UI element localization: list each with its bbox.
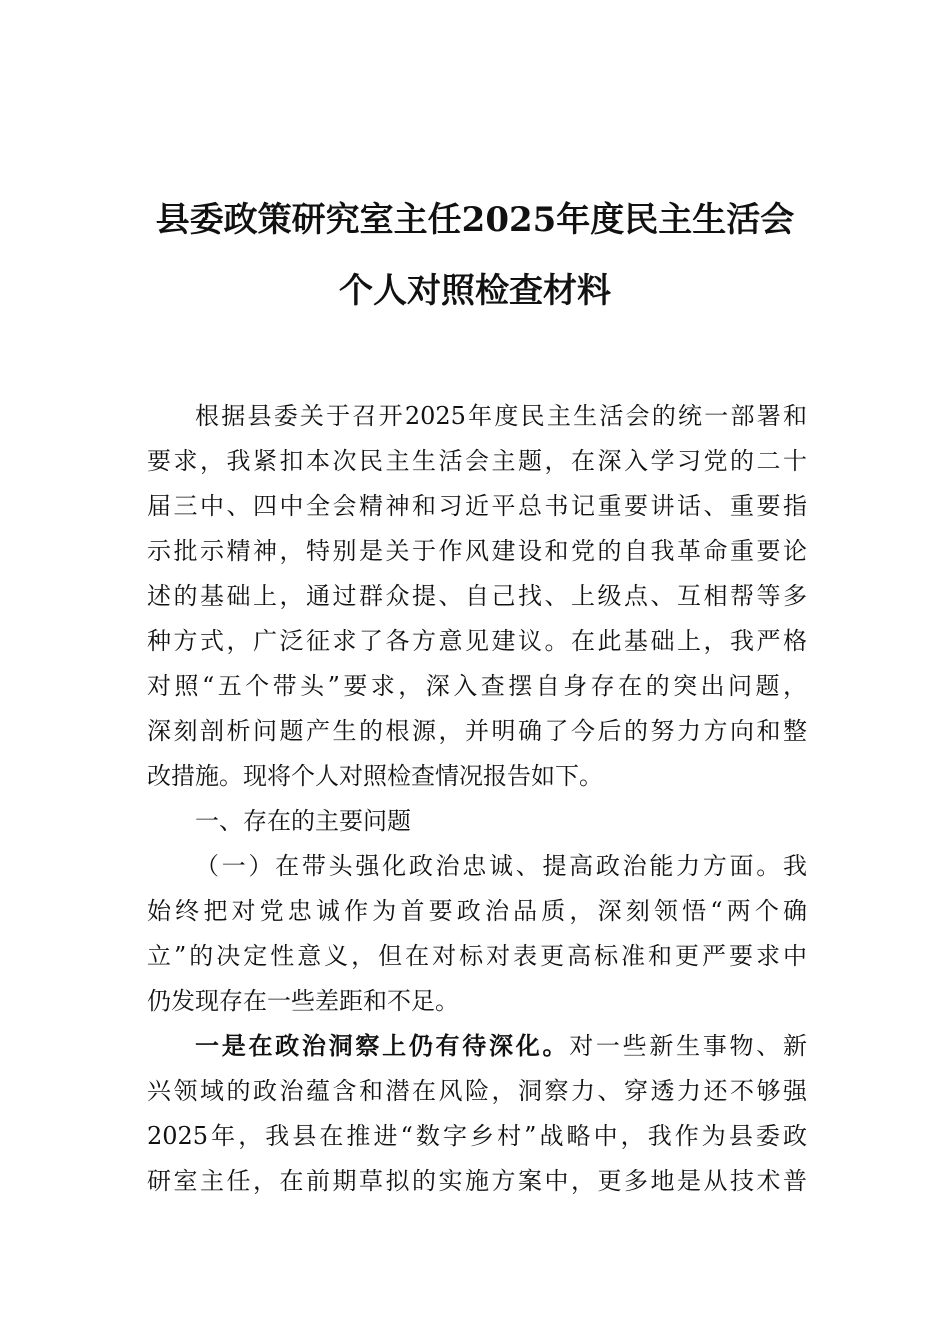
paragraph-line: 研室主任，在前期草拟的实施方案中，更多地是从技术普 (147, 1167, 807, 1195)
document-title-line-2: 个人对照检查材料 (339, 271, 611, 311)
paragraph-line: 要求，我紧扣本次民主生活会主题，在深入学习党的二十 (147, 447, 807, 475)
paragraph-line: 根据县委关于召开2025年度民主生活会的统一部署和 (195, 402, 807, 430)
point-text: 对一些新生事物、新 (569, 1032, 808, 1060)
paragraph-line: 述的基础上，通过群众提、自己找、上级点、互相帮等多 (147, 582, 807, 610)
subsection-text: 我 (783, 852, 807, 880)
paragraph-line: 2025年，我县在推进“数字乡村”战略中，我作为县委政 (147, 1122, 807, 1150)
paragraph-line: 仍发现存在一些差距和不足。 (147, 987, 459, 1015)
paragraph-line: 深刻剖析问题产生的根源，并明确了今后的努力方向和整 (147, 717, 807, 745)
paragraph-line: 始终把对党忠诚作为首要政治品质，深刻领悟“两个确 (147, 897, 807, 925)
document-title-line-1: 县委政策研究室主任2025年度民主生活会 (155, 200, 795, 240)
paragraph-line: 示批示精神，特别是关于作风建设和党的自我革命重要论 (147, 537, 807, 565)
section-heading: 一、存在的主要问题 (195, 807, 411, 835)
point-heading: 一是在政治洞察上仍有待深化。 (195, 1032, 570, 1060)
paragraph-line: 改措施。现将个人对照检查情况报告如下。 (147, 762, 603, 790)
point-first-line (147, 1028, 807, 1064)
paragraph-line: 立”的决定性意义，但在对标对表更高标准和更严要求中 (147, 942, 807, 970)
paragraph-line: 种方式，广泛征求了各方意见建议。在此基础上，我严格 (147, 627, 807, 655)
subsection-heading: （一）在带头强化政治忠诚、提高政治能力方面。 (195, 852, 783, 880)
paragraph-line: 兴领域的政治蕴含和潜在风险，洞察力、穿透力还不够强 (147, 1077, 807, 1105)
paragraph-line: 届三中、四中全会精神和习近平总书记重要讲话、重要指 (147, 492, 807, 520)
subsection-first-line (147, 848, 807, 884)
paragraph-line: 对照“五个带头”要求，深入查摆自身存在的突出问题， (147, 672, 807, 700)
